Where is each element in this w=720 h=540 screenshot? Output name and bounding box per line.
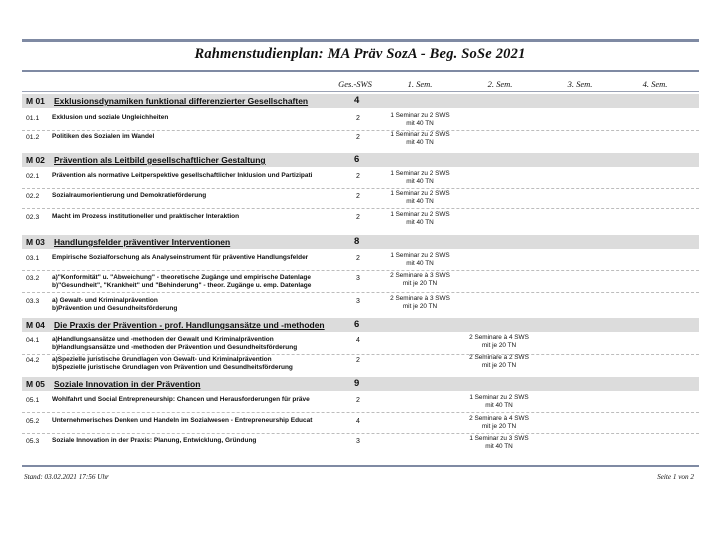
title-rule (22, 70, 699, 72)
module-title: Soziale Innovation in der Prävention (54, 379, 201, 389)
course-code: 02.3 (26, 214, 40, 221)
course-format-note: 1 Seminar zu 2 SWS (469, 394, 529, 401)
course-format-note: mit 40 TN (406, 178, 434, 185)
course-sws: 3 (356, 275, 360, 282)
course-code: 03.1 (26, 255, 40, 262)
course-format-note: mit 40 TN (406, 139, 434, 146)
course-title-line: Prävention als normative Leitperspektive gesellschaftlicher Inklusion und Partizipati (52, 172, 313, 179)
course-code: 03.3 (26, 298, 40, 305)
module-sws: 4 (354, 95, 360, 106)
course-format-note: 1 Seminar zu 2 SWS (390, 131, 450, 138)
row-separator (22, 130, 699, 131)
course-format-note: 1 Seminar zu 2 SWS (390, 112, 450, 119)
course-sws: 2 (356, 357, 360, 364)
module-code: M 04 (26, 320, 45, 330)
course-format-note: 1 Seminar zu 3 SWS (469, 435, 529, 442)
course-sws: 2 (356, 134, 360, 141)
course-sws: 4 (356, 337, 360, 344)
course-format-note: 2 Seminare à 2 SWS (469, 354, 529, 361)
course-title-line: Soziale Innovation in der Praxis: Planung, Entwicklung, Gründung (52, 437, 257, 444)
header-sem1: 1. Sem. (407, 79, 433, 89)
course-format-note: mit 40 TN (485, 402, 513, 409)
footer-timestamp: Stand: 03.02.2021 17:56 Uhr (24, 473, 109, 481)
course-title-line: a) Gewalt- und Kriminalprävention (52, 297, 158, 304)
course-title-line: Unternehmerisches Denken und Handeln im Sozialwesen - Entrepreneurship Educat (52, 417, 313, 424)
course-title-line: a)"Konformität" u. "Abweichung" - theoretische Zugänge und empirische Datenlage (52, 274, 311, 281)
course-format-note: mit je 20 TN (481, 423, 517, 430)
module-title: Die Praxis der Prävention - prof. Handlungsansätze und -methoden (54, 320, 325, 330)
module-code: M 01 (26, 96, 45, 106)
module-sws: 6 (354, 154, 360, 165)
course-format-note: 2 Seminare à 4 SWS (469, 334, 529, 341)
course-format-note: mit je 20 TN (481, 342, 517, 349)
course-title-line: Sozialraumorientierung und Demokratieförderung (52, 192, 207, 199)
course-format-note: mit 40 TN (485, 443, 513, 450)
course-format-note: mit 40 TN (406, 219, 434, 226)
course-code: 05.1 (26, 397, 40, 404)
course-format-note: 2 Seminare à 3 SWS (390, 295, 450, 302)
course-format-note: 1 Seminar zu 2 SWS (390, 170, 450, 177)
course-format-note: mit 40 TN (406, 260, 434, 267)
header-sem2: 2. Sem. (487, 79, 513, 89)
course-title-line: b)Spezielle juristische Grundlagen von Prävention und Gesundheitsförderung (52, 364, 293, 371)
course-code: 02.1 (26, 173, 40, 180)
footer-rule (22, 465, 699, 467)
course-title-line: b)"Gesundheit", "Krankheit" und "Behinderung" - theor. Zugänge u. emp. Datenlage (52, 282, 312, 289)
document-title: Rahmenstudienplan: MA Präv SozA - Beg. SoSe 2021 (194, 46, 526, 62)
course-sws: 2 (356, 193, 360, 200)
course-format-note: 2 Seminare à 3 SWS (390, 272, 450, 279)
module-sws: 8 (354, 236, 360, 247)
header-rule (22, 91, 699, 92)
header-sem3: 3. Sem. (567, 79, 593, 89)
course-title-line: Wohlfahrt und Social Entrepreneurship: Chancen und Herausforderungen für präve (52, 396, 310, 403)
course-format-note: mit je 20 TN (481, 362, 517, 369)
course-format-note: mit 40 TN (406, 198, 434, 205)
row-separator (22, 270, 699, 271)
course-format-note: 1 Seminar zu 2 SWS (390, 252, 450, 259)
course-title-line: a)Handlungsansätze und -methoden der Gewalt und Kriminalprävention (52, 336, 274, 343)
course-title-line: Politiken des Sozialen im Wandel (52, 133, 155, 140)
module-code: M 05 (26, 379, 45, 389)
row-separator (22, 412, 699, 413)
row-separator (22, 433, 699, 434)
course-sws: 2 (356, 255, 360, 262)
course-format-note: 1 Seminar zu 2 SWS (390, 211, 450, 218)
course-sws: 3 (356, 438, 360, 445)
course-format-note: mit je 20 TN (402, 280, 438, 287)
module-sws: 6 (354, 319, 360, 330)
module-title: Prävention als Leitbild gesellschaftlicher Gestaltung (54, 155, 266, 165)
course-sws: 3 (356, 298, 360, 305)
course-sws: 4 (356, 418, 360, 425)
course-sws: 2 (356, 397, 360, 404)
course-code: 02.2 (26, 193, 40, 200)
header-sws: Ges.-SWS (338, 79, 372, 89)
course-title-line: b)Handlungsansätze und -methoden der Prävention und Gesundheitsförderung (52, 344, 298, 351)
course-code: 05.2 (26, 418, 40, 425)
course-title-line: b)Prävention und Gesundheitsförderung (52, 305, 178, 312)
course-format-note: 2 Seminare à 4 SWS (469, 415, 529, 422)
module-code: M 02 (26, 155, 45, 165)
module-title: Handlungsfelder präventiver Interventionen (54, 237, 231, 247)
course-code: 05.3 (26, 438, 40, 445)
course-sws: 2 (356, 173, 360, 180)
module-sws: 9 (354, 378, 360, 389)
footer-page-number: Seite 1 von 2 (657, 473, 694, 481)
row-separator (22, 188, 699, 189)
course-format-note: mit 40 TN (406, 120, 434, 127)
top-rule (22, 39, 699, 42)
course-format-note: 1 Seminar zu 2 SWS (390, 190, 450, 197)
module-title: Exklusionsdynamiken funktional differenzierter Gesellschaften (54, 96, 309, 106)
course-code: 04.1 (26, 337, 40, 344)
row-separator (22, 354, 699, 355)
course-title-line: Exklusion und soziale Ungleichheiten (52, 114, 169, 121)
course-code: 03.2 (26, 275, 40, 282)
course-title-line: a)Spezielle juristische Grundlagen von Gewalt- und Kriminalprävention (52, 356, 272, 363)
row-separator (22, 208, 699, 209)
row-separator (22, 292, 699, 293)
course-sws: 2 (356, 214, 360, 221)
course-format-note: mit je 20 TN (402, 303, 438, 310)
course-code: 01.2 (26, 134, 40, 141)
course-title-line: Empirische Sozialforschung als Analyseinstrument für präventive Handlungsfelder (52, 254, 309, 261)
course-code: 01.1 (26, 115, 40, 122)
course-title-line: Macht im Prozess institutioneller und praktischer Interaktion (52, 213, 240, 220)
course-code: 04.2 (26, 357, 40, 364)
course-sws: 2 (356, 115, 360, 122)
header-sem4: 4. Sem. (642, 79, 668, 89)
module-code: M 03 (26, 237, 45, 247)
